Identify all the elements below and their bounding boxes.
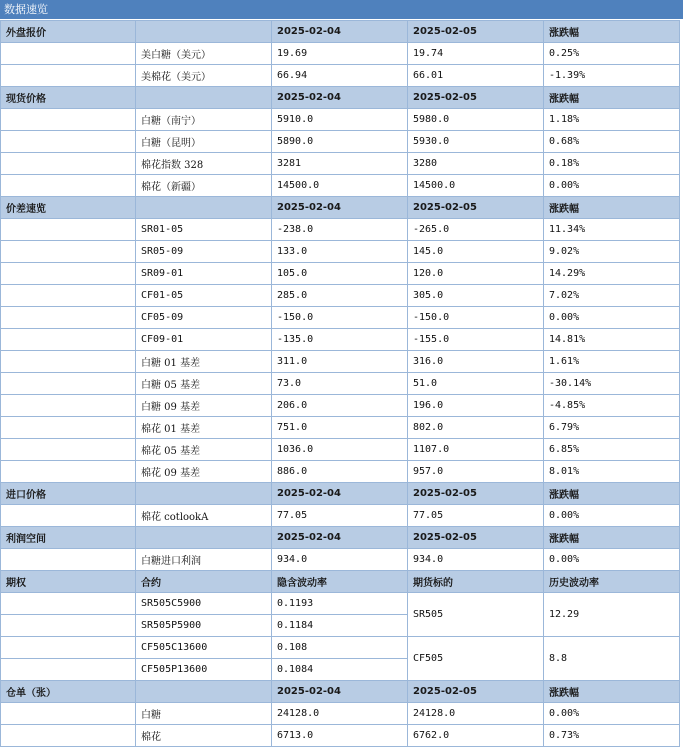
row-label: 白糖（昆明）	[136, 131, 272, 153]
row-label: SR01-05	[136, 219, 272, 241]
table-row	[1, 307, 680, 329]
value-cell: 3280	[408, 153, 544, 175]
value-cell: 802.0	[408, 417, 544, 439]
change-header: 涨跌幅	[544, 681, 680, 703]
value-cell: -265.0	[408, 219, 544, 241]
table-row	[1, 219, 680, 241]
empty-header-cell	[136, 681, 272, 703]
section-title: 利润空间	[1, 527, 136, 549]
value-cell: 24128.0	[408, 703, 544, 725]
page-title: 数据速览	[0, 0, 683, 20]
section-title: 进口价格	[1, 483, 136, 505]
change-cell: 0.00%	[544, 549, 680, 571]
implied-vol-cell: 0.1084	[272, 659, 408, 681]
section-header-row	[1, 21, 680, 43]
value-cell: 957.0	[408, 461, 544, 483]
table-row	[1, 153, 680, 175]
value-cell: 120.0	[408, 263, 544, 285]
underlying-cell: SR505	[408, 593, 544, 637]
value-cell: 105.0	[272, 263, 408, 285]
section-header-row	[1, 197, 680, 219]
value-cell: 305.0	[408, 285, 544, 307]
change-cell: 1.61%	[544, 351, 680, 373]
date-header: 2025-02-05	[408, 483, 544, 505]
value-cell: 934.0	[272, 549, 408, 571]
table-row	[1, 395, 680, 417]
value-cell: -135.0	[272, 329, 408, 351]
change-cell: 14.81%	[544, 329, 680, 351]
value-cell: 77.05	[408, 505, 544, 527]
table-row	[1, 439, 680, 461]
change-cell: 0.00%	[544, 703, 680, 725]
value-cell: 285.0	[272, 285, 408, 307]
row-label: 棉花（新疆）	[136, 175, 272, 197]
data-overview-table	[0, 20, 680, 747]
value-cell: 133.0	[272, 241, 408, 263]
change-header: 涨跌幅	[544, 21, 680, 43]
value-cell: 24128.0	[272, 703, 408, 725]
change-header: 涨跌幅	[544, 87, 680, 109]
value-cell: 51.0	[408, 373, 544, 395]
table-row	[1, 241, 680, 263]
date-header: 2025-02-04	[272, 87, 408, 109]
table-row	[1, 285, 680, 307]
change-cell: 6.79%	[544, 417, 680, 439]
options-header-row	[1, 571, 680, 593]
historical-vol-cell: 12.29	[544, 593, 680, 637]
row-label: CF05-09	[136, 307, 272, 329]
change-header: 涨跌幅	[544, 527, 680, 549]
row-label: 棉花指数 328	[136, 153, 272, 175]
change-cell: -1.39%	[544, 65, 680, 87]
implied-vol-cell: 0.1184	[272, 615, 408, 637]
section-title: 期权	[1, 571, 136, 593]
date-header: 2025-02-04	[272, 483, 408, 505]
table-row	[1, 593, 680, 615]
section-header-row	[1, 681, 680, 703]
empty-header-cell	[136, 197, 272, 219]
change-cell: 11.34%	[544, 219, 680, 241]
value-cell: 6762.0	[408, 725, 544, 747]
date-header: 2025-02-05	[408, 527, 544, 549]
table-row	[1, 263, 680, 285]
row-label: 白糖 05 基差	[136, 373, 272, 395]
row-label: 美棉花（美元）	[136, 65, 272, 87]
table-row	[1, 175, 680, 197]
implied-vol-cell: 0.108	[272, 637, 408, 659]
value-cell: 145.0	[408, 241, 544, 263]
section-header-row	[1, 87, 680, 109]
value-cell: 311.0	[272, 351, 408, 373]
change-cell: 0.00%	[544, 175, 680, 197]
implied-vol-cell: 0.1193	[272, 593, 408, 615]
table-row	[1, 725, 680, 747]
table-row	[1, 131, 680, 153]
section-title: 价差速览	[1, 197, 136, 219]
value-cell: 14500.0	[408, 175, 544, 197]
date-header: 2025-02-04	[272, 21, 408, 43]
section-header-row	[1, 483, 680, 505]
change-cell: 9.02%	[544, 241, 680, 263]
row-label: 棉花	[136, 725, 272, 747]
change-header: 涨跌幅	[544, 197, 680, 219]
value-cell: 66.01	[408, 65, 544, 87]
row-label: 棉花 cotlookA	[136, 505, 272, 527]
value-cell: 19.74	[408, 43, 544, 65]
row-label: 棉花 09 基差	[136, 461, 272, 483]
value-cell: 5980.0	[408, 109, 544, 131]
change-cell: 0.25%	[544, 43, 680, 65]
section-title: 仓单（张）	[1, 681, 136, 703]
table-row	[1, 461, 680, 483]
change-cell: 7.02%	[544, 285, 680, 307]
value-cell: 66.94	[272, 65, 408, 87]
empty-header-cell	[136, 87, 272, 109]
value-cell: 5890.0	[272, 131, 408, 153]
historical-vol-cell: 8.8	[544, 637, 680, 681]
table-row	[1, 351, 680, 373]
value-cell: 1107.0	[408, 439, 544, 461]
value-cell: 73.0	[272, 373, 408, 395]
row-label: 棉花 01 基差	[136, 417, 272, 439]
table-row	[1, 65, 680, 87]
value-cell: 14500.0	[272, 175, 408, 197]
option-contract: SR505C5900	[136, 593, 272, 615]
option-contract: CF505C13600	[136, 637, 272, 659]
date-header: 2025-02-05	[408, 21, 544, 43]
underlying-header: 期货标的	[408, 571, 544, 593]
value-cell: 5910.0	[272, 109, 408, 131]
change-cell: 0.00%	[544, 505, 680, 527]
change-cell: 1.18%	[544, 109, 680, 131]
value-cell: 316.0	[408, 351, 544, 373]
table-row	[1, 549, 680, 571]
change-cell: -4.85%	[544, 395, 680, 417]
value-cell: -150.0	[408, 307, 544, 329]
change-cell: 8.01%	[544, 461, 680, 483]
row-label: CF09-01	[136, 329, 272, 351]
date-header: 2025-02-05	[408, 197, 544, 219]
row-label: 白糖（南宁）	[136, 109, 272, 131]
value-cell: -238.0	[272, 219, 408, 241]
change-cell: 0.00%	[544, 307, 680, 329]
change-cell: 6.85%	[544, 439, 680, 461]
change-cell: -30.14%	[544, 373, 680, 395]
value-cell: 77.05	[272, 505, 408, 527]
historical-vol-header: 历史波动率	[544, 571, 680, 593]
value-cell: -155.0	[408, 329, 544, 351]
date-header: 2025-02-04	[272, 527, 408, 549]
row-label: 美白糖（美元）	[136, 43, 272, 65]
change-cell: 0.18%	[544, 153, 680, 175]
section-title: 外盘报价	[1, 21, 136, 43]
value-cell: 19.69	[272, 43, 408, 65]
value-cell: 196.0	[408, 395, 544, 417]
row-label: 白糖 01 基差	[136, 351, 272, 373]
value-cell: 751.0	[272, 417, 408, 439]
row-label: 棉花 05 基差	[136, 439, 272, 461]
implied-vol-header: 隐含波动率	[272, 571, 408, 593]
table-row	[1, 329, 680, 351]
row-label: CF01-05	[136, 285, 272, 307]
table-row	[1, 417, 680, 439]
table-row	[1, 109, 680, 131]
value-cell: -150.0	[272, 307, 408, 329]
table-row	[1, 373, 680, 395]
date-header: 2025-02-04	[272, 197, 408, 219]
option-contract: CF505P13600	[136, 659, 272, 681]
row-label: 白糖进口利润	[136, 549, 272, 571]
change-cell: 14.29%	[544, 263, 680, 285]
empty-header-cell	[136, 21, 272, 43]
section-title: 现货价格	[1, 87, 136, 109]
table-row	[1, 43, 680, 65]
row-label: SR09-01	[136, 263, 272, 285]
change-header: 涨跌幅	[544, 483, 680, 505]
row-label: 白糖 09 基差	[136, 395, 272, 417]
value-cell: 934.0	[408, 549, 544, 571]
date-header: 2025-02-05	[408, 87, 544, 109]
date-header: 2025-02-04	[272, 681, 408, 703]
value-cell: 6713.0	[272, 725, 408, 747]
change-cell: 0.73%	[544, 725, 680, 747]
contract-header: 合约	[136, 571, 272, 593]
value-cell: 206.0	[272, 395, 408, 417]
row-label: SR05-09	[136, 241, 272, 263]
value-cell: 5930.0	[408, 131, 544, 153]
empty-header-cell	[136, 483, 272, 505]
section-header-row	[1, 527, 680, 549]
date-header: 2025-02-05	[408, 681, 544, 703]
table-row	[1, 505, 680, 527]
row-label: 白糖	[136, 703, 272, 725]
underlying-cell: CF505	[408, 637, 544, 681]
empty-header-cell	[136, 527, 272, 549]
option-contract: SR505P5900	[136, 615, 272, 637]
value-cell: 3281	[272, 153, 408, 175]
change-cell: 0.68%	[544, 131, 680, 153]
table-row	[1, 703, 680, 725]
value-cell: 886.0	[272, 461, 408, 483]
value-cell: 1036.0	[272, 439, 408, 461]
table-row	[1, 637, 680, 659]
